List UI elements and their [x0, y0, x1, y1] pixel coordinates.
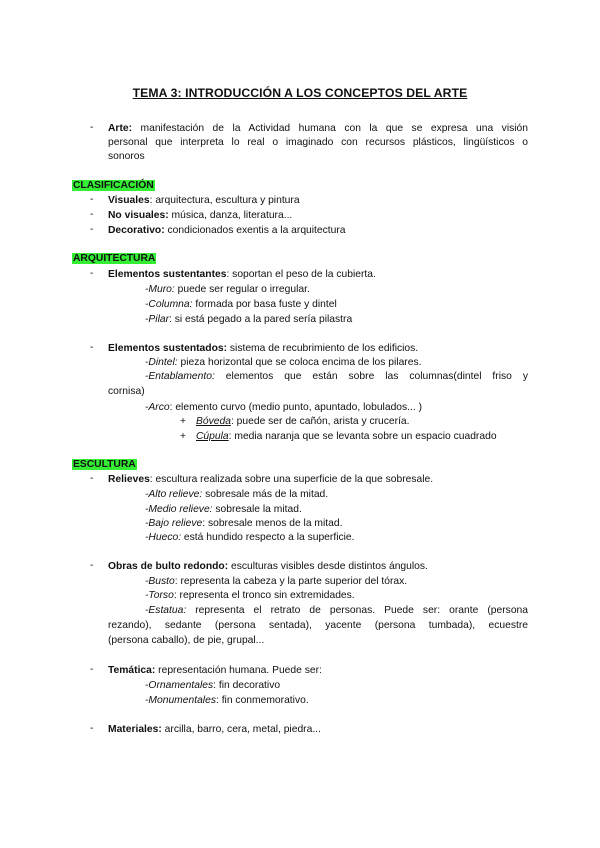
item-text: música, danza, literatura... — [168, 210, 293, 221]
sub-term: -Dintel: — [145, 357, 178, 368]
sub-text: : representa el tronco sin extremidades. — [173, 590, 355, 601]
section-heading-escultura: ESCULTURA — [73, 459, 136, 470]
bullet-dash: - — [90, 268, 94, 279]
sub-term: -Bajo relieve — [145, 518, 203, 529]
bullet-dash: - — [90, 560, 94, 571]
bullet-dash: - — [90, 723, 94, 734]
sub-item-entablamento-cont: cornisa) — [108, 386, 145, 397]
arte-text-1: manifestación de la Actividad humana con la que se expresa una visión — [140, 123, 528, 134]
sub-item-entablamento — [145, 370, 528, 384]
sub-text: : elemento curvo (medio punto, apuntado, lobulados... ) — [169, 402, 423, 413]
sub-term: -Columna: — [145, 299, 193, 310]
list-item-no-visuales — [108, 209, 292, 223]
sub-text: elementos que están sobre las columnas(dintel friso y — [214, 371, 528, 382]
list-item-materiales — [108, 723, 321, 737]
list-item-sustentados — [108, 342, 418, 356]
sub-item-medio-relieve — [145, 503, 302, 517]
item-term: Temática: — [108, 665, 156, 676]
sub-text: : sobresale menos de la mitad. — [202, 518, 343, 529]
sub-term: -Entablamento: — [145, 371, 215, 382]
sub-item-pilar — [145, 313, 352, 327]
item-text: condicionados exentis a la arquitectura — [164, 225, 346, 236]
sub-item-ornamentales — [145, 679, 280, 693]
list-item-bulto-redondo — [108, 560, 428, 574]
arte-term: Arte: — [108, 123, 133, 134]
page-title: TEMA 3: INTRODUCCIÓN A LOS CONCEPTOS DEL ARTE — [132, 86, 468, 100]
sub-text: sobresale la mitad. — [212, 504, 302, 515]
item-term: Visuales — [108, 195, 150, 206]
sub-text: : puede ser de cañón, arista y crucería. — [230, 416, 410, 427]
sub-item-bajo-relieve — [145, 517, 342, 531]
bullet-dash: - — [90, 342, 94, 353]
bullet-dash: - — [90, 194, 94, 205]
section-heading-arquitectura: ARQUITECTURA — [73, 253, 156, 264]
item-text: : soportan el peso de la cubierta. — [226, 269, 376, 280]
sub-term: -Hueco: — [145, 532, 182, 543]
plus-bullet: + — [180, 416, 187, 427]
sub-term: -Medio relieve: — [145, 504, 213, 515]
sub-text: puede ser regular o irregular. — [174, 284, 310, 295]
bullet-dash: - — [90, 664, 94, 675]
sub-text: representa el retrato de personas. Puede ser: orante (persona — [186, 605, 528, 616]
list-item-tematica — [108, 664, 322, 678]
sub-term: -Torso — [145, 590, 174, 601]
sub-item-alto-relieve — [145, 488, 328, 502]
list-item-sustentantes — [108, 268, 376, 282]
sub-text: : media naranja que se levanta sobre un espacio cuadrado — [228, 431, 497, 442]
bullet-dash: - — [90, 122, 94, 133]
item-text: esculturas visibles desde distintos ángulos. — [228, 561, 428, 572]
list-item-visuales — [108, 194, 300, 208]
sub-text: formada por basa fuste y dintel — [192, 299, 337, 310]
sub-item-muro — [145, 283, 310, 297]
item-term: Materiales: — [108, 724, 162, 735]
sub-item-hueco — [145, 531, 355, 545]
sub-text: : si está pegado a la pared sería pilastra — [169, 314, 353, 325]
item-term: Relieves — [108, 474, 150, 485]
sub-text: sobresale más de la mitad. — [202, 489, 329, 500]
item-term: Obras de bulto redondo: — [108, 561, 229, 572]
sub-term: -Ornamentales — [145, 680, 214, 691]
item-text: representación humana. Puede ser: — [155, 665, 322, 676]
sub-item-estatua-cont1: rezando), sedante (persona sentada), yacente (persona tumbada), ecuestre — [108, 620, 528, 631]
item-term: No visuales: — [108, 210, 169, 221]
item-text: : escultura realizada sobre una superficie de la que sobresale. — [149, 474, 434, 485]
sub-sub-item-boveda — [196, 415, 410, 429]
item-term: Elementos sustentados: — [108, 343, 228, 354]
sub-term: Bóveda — [196, 416, 231, 427]
sub-item-torso — [145, 589, 355, 603]
sub-term: -Estatua: — [145, 605, 187, 616]
sub-text: pieza horizontal que se coloca encima de los pilares. — [177, 357, 422, 368]
item-term: Elementos sustentantes — [108, 269, 227, 280]
sub-item-estatua — [145, 604, 528, 618]
bullet-dash: - — [90, 209, 94, 220]
sub-term: Cúpula — [196, 431, 229, 442]
arte-definition-line1 — [108, 122, 528, 136]
item-term: Decorativo: — [108, 225, 165, 236]
bullet-dash: - — [90, 473, 94, 484]
sub-item-arco — [145, 401, 422, 415]
sub-item-busto — [145, 575, 407, 589]
arte-definition-line2: personal que interpreta lo real o imaginado con recursos plásticos, lingüísticos o — [108, 137, 528, 148]
sub-item-monumentales — [145, 694, 309, 708]
sub-term: -Alto relieve: — [145, 489, 203, 500]
sub-text: : fin decorativo — [213, 680, 281, 691]
item-text: arcilla, barro, cera, metal, piedra... — [161, 724, 321, 735]
sub-term: -Arco — [145, 402, 170, 413]
sub-term: -Muro: — [145, 284, 175, 295]
item-text: : arquitectura, escultura y pintura — [149, 195, 300, 206]
sub-item-columna — [145, 298, 337, 312]
sub-sub-item-cupula — [196, 430, 497, 444]
sub-term: -Pilar — [145, 314, 170, 325]
sub-text: está hundido respecto a la superficie. — [181, 532, 355, 543]
section-heading-clasificacion: CLASIFICACIÓN — [73, 180, 154, 191]
sub-item-dintel — [145, 356, 421, 370]
sub-item-estatua-cont2: (persona caballo), de pie, grupal... — [108, 635, 265, 646]
sub-text: : representa la cabeza y la parte superior del tórax. — [174, 576, 408, 587]
sub-text: : fin conmemorativo. — [215, 695, 309, 706]
plus-bullet: + — [180, 431, 187, 442]
list-item-relieves — [108, 473, 433, 487]
arte-definition-line3: sonoros — [108, 151, 145, 162]
item-text: sistema de recubrimiento de los edificios. — [227, 343, 419, 354]
sub-term: -Busto — [145, 576, 175, 587]
bullet-dash: - — [90, 224, 94, 235]
list-item-decorativo — [108, 224, 346, 238]
sub-term: -Monumentales — [145, 695, 216, 706]
